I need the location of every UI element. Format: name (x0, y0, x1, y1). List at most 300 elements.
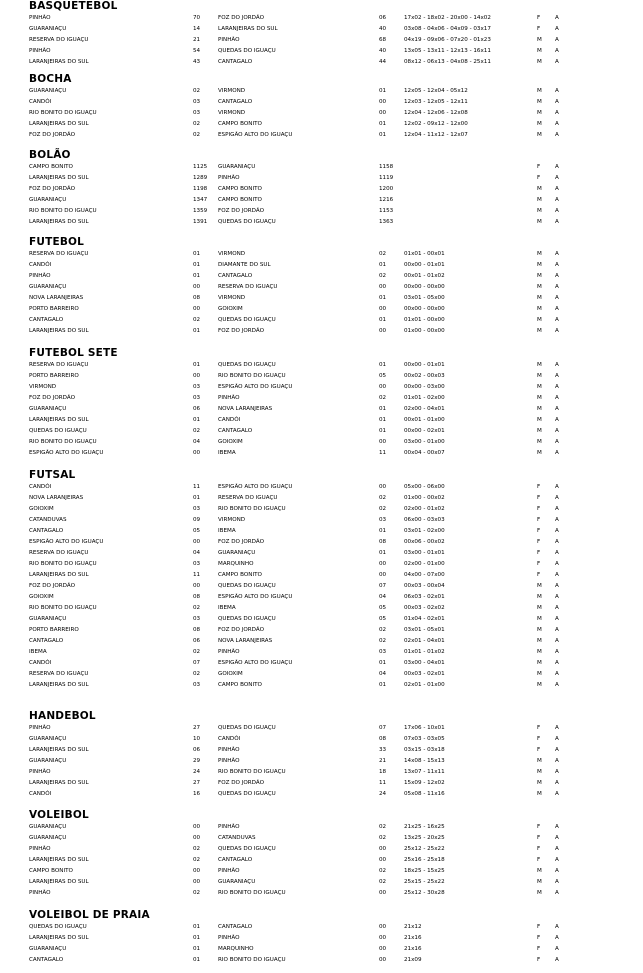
match-row (0, 493, 643, 504)
category: A (555, 736, 559, 742)
team-2: PINHÃO (218, 395, 240, 401)
team-2: ESPIGÃO ALTO DO IGUAÇU (218, 384, 293, 390)
gender: M (537, 428, 542, 434)
partial-scores: 18x25 - 15x25 (404, 868, 445, 874)
team-2: CAMPO BONITO (218, 572, 262, 578)
score-2: 00 (379, 306, 387, 312)
category: A (555, 935, 559, 941)
gender: M (537, 251, 542, 257)
match-row (0, 504, 643, 515)
score-2: 00 (379, 846, 387, 852)
match-row (0, 745, 643, 756)
score-2: 1153 (379, 208, 394, 214)
category: A (555, 48, 559, 54)
partial-scores: 00x00 - 01x01 (404, 362, 445, 368)
team-1: FOZ DO JORDÃO (29, 186, 75, 192)
match-row (0, 680, 643, 691)
score-2: 05 (379, 605, 387, 611)
team-2: PINHÃO (218, 824, 240, 830)
category: A (555, 616, 559, 622)
category: A (555, 88, 559, 94)
team-1: VIRMOND (29, 384, 57, 390)
score-1: 01 (193, 495, 201, 501)
team-1: ESPIGÃO ALTO DO IGUAÇU (29, 450, 104, 456)
gender: M (537, 317, 542, 323)
match-row (0, 415, 643, 426)
partial-scores: 03x01 - 02x00 (404, 528, 445, 534)
team-1: QUEDAS DO IGUAÇU (29, 924, 87, 930)
team-2: PINHÃO (218, 175, 240, 181)
score-1: 00 (193, 824, 201, 830)
category: A (555, 550, 559, 556)
score-1: 06 (193, 747, 201, 753)
team-1: CANDÓI (29, 484, 52, 490)
team-1: LARANJEIRAS DO SUL (29, 682, 89, 688)
score-1: 01 (193, 328, 201, 334)
score-1: 02 (193, 428, 201, 434)
category: A (555, 649, 559, 655)
gender: F (537, 824, 541, 830)
category: A (555, 660, 559, 666)
score-2: 01 (379, 317, 387, 323)
partial-scores: 03x01 - 05x01 (404, 627, 445, 633)
score-2: 02 (379, 638, 387, 644)
match-row (0, 515, 643, 526)
category: A (555, 428, 559, 434)
team-2: RESERVA DO IGUAÇU (218, 495, 278, 501)
partial-scores: 12x03 - 12x05 - 12x11 (404, 99, 468, 105)
team-1: CANTAGALO (29, 528, 64, 534)
team-1: PINHÃO (29, 273, 51, 279)
score-2: 00 (379, 572, 387, 578)
section-title: VOLEIBOL (29, 809, 89, 821)
team-2: FOZ DO JORDÃO (218, 539, 264, 545)
team-1: NOVA LARANJEIRAS (29, 495, 84, 501)
team-2: CANTAGALO (218, 273, 253, 279)
match-row (0, 734, 643, 745)
team-2: PINHÃO (218, 37, 240, 43)
match-row (0, 130, 643, 141)
match-row (0, 371, 643, 382)
category: A (555, 890, 559, 896)
team-2: GOIOXIM (218, 439, 243, 445)
gender: M (537, 638, 542, 644)
score-1: 08 (193, 295, 201, 301)
gender: M (537, 890, 542, 896)
match-row (0, 393, 643, 404)
score-2: 01 (379, 660, 387, 666)
score-2: 1363 (379, 219, 394, 225)
category: A (555, 110, 559, 116)
score-1: 00 (193, 539, 201, 545)
team-1: CANTAGALO (29, 317, 64, 323)
partial-scores: 00x00 - 00x00 (404, 284, 445, 290)
partial-scores: 01x00 - 00x02 (404, 495, 445, 501)
category: A (555, 824, 559, 830)
category: A (555, 517, 559, 523)
score-1: 06 (193, 638, 201, 644)
team-2: NOVA LARANJEIRAS (218, 638, 273, 644)
team-1: FOZ DO JORDÃO (29, 395, 75, 401)
team-1: RESERVA DO IGUAÇU (29, 362, 89, 368)
team-1: ESPIGÃO ALTO DO IGUAÇU (29, 539, 104, 545)
team-1: GUARANIAÇU (29, 616, 67, 622)
team-2: RIO BONITO DO IGUAÇU (218, 890, 286, 896)
gender: M (537, 197, 542, 203)
category: A (555, 594, 559, 600)
gender: M (537, 682, 542, 688)
match-row (0, 162, 643, 173)
category: A (555, 450, 559, 456)
team-2: VIRMOND (218, 295, 246, 301)
match-row (0, 933, 643, 944)
team-2: CATANDUVAS (218, 835, 256, 841)
match-row (0, 526, 643, 537)
score-1: 01 (193, 935, 201, 941)
category: A (555, 561, 559, 567)
score-1: 02 (193, 121, 201, 127)
partial-scores: 04x00 - 07x00 (404, 572, 445, 578)
score-1: 06 (193, 406, 201, 412)
category: A (555, 682, 559, 688)
match-row (0, 756, 643, 767)
gender: M (537, 273, 542, 279)
category: A (555, 417, 559, 423)
team-2: MARQUINHO (218, 561, 254, 567)
match-row (0, 35, 643, 46)
score-1: 1391 (193, 219, 208, 225)
category: A (555, 605, 559, 611)
score-2: 00 (379, 99, 387, 105)
partial-scores: 14x08 - 15x13 (404, 758, 445, 764)
partial-scores: 12x05 - 12x04 - 05x12 (404, 88, 468, 94)
team-2: CAMPO BONITO (218, 197, 262, 203)
match-row (0, 195, 643, 206)
partial-scores: 21x16 (404, 946, 422, 952)
team-1: RIO BONITO DO IGUAÇU (29, 208, 97, 214)
match-row (0, 13, 643, 24)
score-1: 00 (193, 284, 201, 290)
team-2: RESERVA DO IGUAÇU (218, 284, 278, 290)
team-1: PINHÃO (29, 48, 51, 54)
gender: M (537, 295, 542, 301)
team-1: CANDÓI (29, 791, 52, 797)
score-1: 02 (193, 857, 201, 863)
gender: F (537, 572, 541, 578)
category: A (555, 373, 559, 379)
team-1: LARANJEIRAS DO SUL (29, 219, 89, 225)
section-title: VOLEIBOL DE PRAIA (29, 909, 150, 921)
team-1: RIO BONITO DO IGUAÇU (29, 605, 97, 611)
category: A (555, 846, 559, 852)
score-1: 00 (193, 450, 201, 456)
gender: M (537, 406, 542, 412)
score-2: 03 (379, 517, 387, 523)
match-row (0, 592, 643, 603)
score-1: 08 (193, 594, 201, 600)
score-1: 02 (193, 671, 201, 677)
score-2: 00 (379, 484, 387, 490)
gender: F (537, 736, 541, 742)
score-1: 00 (193, 373, 201, 379)
score-2: 40 (379, 26, 387, 32)
team-2: QUEDAS DO IGUAÇU (218, 616, 276, 622)
gender: F (537, 857, 541, 863)
match-row (0, 326, 643, 337)
gender: M (537, 219, 542, 225)
gender: M (537, 594, 542, 600)
team-1: PINHÃO (29, 725, 51, 731)
gender: M (537, 758, 542, 764)
match-row (0, 24, 643, 35)
category: A (555, 835, 559, 841)
team-2: QUEDAS DO IGUAÇU (218, 362, 276, 368)
category: A (555, 384, 559, 390)
team-1: GOIOXIM (29, 506, 54, 512)
score-1: 14 (193, 26, 201, 32)
team-1: CATANDUVAS (29, 517, 67, 523)
gender: F (537, 846, 541, 852)
category: A (555, 946, 559, 952)
team-1: IBEMA (29, 649, 47, 655)
gender: F (537, 946, 541, 952)
gender: M (537, 328, 542, 334)
score-1: 01 (193, 957, 201, 963)
score-1: 01 (193, 362, 201, 368)
category: A (555, 725, 559, 731)
partial-scores: 02x00 - 01x00 (404, 561, 445, 567)
team-1: LARANJEIRAS DO SUL (29, 747, 89, 753)
team-2: QUEDAS DO IGUAÇU (218, 583, 276, 589)
match-row (0, 944, 643, 955)
team-1: GUARANIAÇU (29, 26, 67, 32)
score-2: 01 (379, 262, 387, 268)
score-2: 01 (379, 550, 387, 556)
category: A (555, 539, 559, 545)
score-2: 68 (379, 37, 387, 43)
gender: M (537, 868, 542, 874)
team-2: CAMPO BONITO (218, 682, 262, 688)
match-row (0, 625, 643, 636)
gender: M (537, 99, 542, 105)
match-row (0, 86, 643, 97)
team-2: FOZ DO JORDÃO (218, 328, 264, 334)
match-row (0, 173, 643, 184)
score-1: 03 (193, 110, 201, 116)
partial-scores: 21x16 (404, 935, 422, 941)
score-2: 1200 (379, 186, 394, 192)
gender: M (537, 48, 542, 54)
partial-scores: 07x03 - 03x05 (404, 736, 445, 742)
gender: M (537, 284, 542, 290)
category: A (555, 758, 559, 764)
score-2: 24 (379, 791, 387, 797)
match-row (0, 955, 643, 966)
gender: M (537, 671, 542, 677)
team-2: MARQUINHO (218, 946, 254, 952)
partial-scores: 03x01 - 05x00 (404, 295, 445, 301)
match-row (0, 636, 643, 647)
score-1: 00 (193, 879, 201, 885)
team-1: LARANJEIRAS DO SUL (29, 780, 89, 786)
partial-scores: 05x00 - 06x00 (404, 484, 445, 490)
partial-scores: 00x00 - 03x00 (404, 384, 445, 390)
gender: M (537, 384, 542, 390)
score-2: 04 (379, 671, 387, 677)
score-1: 03 (193, 384, 201, 390)
partial-scores: 15x09 - 12x02 (404, 780, 445, 786)
partial-scores: 01x01 - 02x00 (404, 395, 445, 401)
team-2: QUEDAS DO IGUAÇU (218, 791, 276, 797)
partial-scores: 00x01 - 01x00 (404, 417, 445, 423)
gender: M (537, 583, 542, 589)
match-row (0, 647, 643, 658)
team-2: RIO BONITO DO IGUAÇU (218, 506, 286, 512)
section-title: BOCHA (29, 73, 72, 85)
category: A (555, 769, 559, 775)
match-row (0, 119, 643, 130)
score-2: 00 (379, 946, 387, 952)
team-1: CANDÓI (29, 99, 52, 105)
category: A (555, 197, 559, 203)
partial-scores: 06x00 - 03x03 (404, 517, 445, 523)
score-2: 11 (379, 780, 387, 786)
match-row (0, 206, 643, 217)
partial-scores: 00x00 - 01x01 (404, 262, 445, 268)
score-1: 00 (193, 868, 201, 874)
team-1: GUARANIAÇU (29, 197, 67, 203)
score-1: 00 (193, 306, 201, 312)
team-1: GOIOXIM (29, 594, 54, 600)
match-row (0, 789, 643, 800)
team-1: PINHÃO (29, 769, 51, 775)
match-row (0, 866, 643, 877)
category: A (555, 186, 559, 192)
category: A (555, 99, 559, 105)
score-1: 03 (193, 506, 201, 512)
partial-scores: 13x05 - 13x11 - 12x13 - 16x11 (404, 48, 491, 54)
team-2: PINHÃO (218, 935, 240, 941)
match-row (0, 669, 643, 680)
gender: F (537, 517, 541, 523)
score-2: 02 (379, 868, 387, 874)
team-2: CANTAGALO (218, 428, 253, 434)
score-1: 27 (193, 725, 201, 731)
partial-scores: 01x01 - 00x00 (404, 317, 445, 323)
gender: M (537, 649, 542, 655)
team-1: GUARANIAÇU (29, 824, 67, 830)
score-2: 00 (379, 110, 387, 116)
team-2: QUEDAS DO IGUAÇU (218, 219, 276, 225)
score-2: 00 (379, 384, 387, 390)
match-row (0, 767, 643, 778)
team-1: LARANJEIRAS DO SUL (29, 121, 89, 127)
score-2: 02 (379, 824, 387, 830)
team-1: QUEDAS DO IGUAÇU (29, 428, 87, 434)
match-row (0, 658, 643, 669)
score-2: 11 (379, 450, 387, 456)
match-row (0, 249, 643, 260)
score-2: 01 (379, 682, 387, 688)
team-2: ESPIGÃO ALTO DO IGUAÇU (218, 594, 293, 600)
match-row (0, 271, 643, 282)
gender: M (537, 769, 542, 775)
gender: M (537, 208, 542, 214)
category: A (555, 879, 559, 885)
gender: F (537, 835, 541, 841)
match-row (0, 581, 643, 592)
partial-scores: 02x00 - 04x01 (404, 406, 445, 412)
team-2: GOIOXIM (218, 306, 243, 312)
partial-scores: 03x00 - 04x01 (404, 660, 445, 666)
team-1: LARANJEIRAS DO SUL (29, 175, 89, 181)
team-2: ESPIGÃO ALTO DO IGUAÇU (218, 484, 293, 490)
score-1: 03 (193, 616, 201, 622)
team-2: QUEDAS DO IGUAÇU (218, 725, 276, 731)
partial-scores: 00x06 - 00x02 (404, 539, 445, 545)
team-1: LARANJEIRAS DO SUL (29, 879, 89, 885)
category: A (555, 791, 559, 797)
gender: F (537, 957, 541, 963)
team-2: DIAMANTE DO SUL (218, 262, 271, 268)
category: A (555, 284, 559, 290)
category: A (555, 439, 559, 445)
gender: M (537, 660, 542, 666)
score-2: 02 (379, 627, 387, 633)
score-1: 02 (193, 649, 201, 655)
score-1: 01 (193, 946, 201, 952)
score-1: 07 (193, 660, 201, 666)
score-2: 00 (379, 284, 387, 290)
match-row (0, 360, 643, 371)
gender: M (537, 37, 542, 43)
match-row (0, 260, 643, 271)
score-1: 02 (193, 88, 201, 94)
score-1: 24 (193, 769, 201, 775)
team-1: GUARANIAÇU (29, 758, 67, 764)
team-1: LARANJEIRAS DO SUL (29, 935, 89, 941)
gender: F (537, 747, 541, 753)
category: A (555, 59, 559, 65)
gender: F (537, 550, 541, 556)
section-title: BASQUETEBOL (29, 0, 118, 12)
team-1: CANDÓI (29, 660, 52, 666)
gender: F (537, 539, 541, 545)
category: A (555, 175, 559, 181)
team-1: RIO BONITO DO IGUAÇU (29, 439, 97, 445)
score-2: 02 (379, 273, 387, 279)
score-2: 02 (379, 506, 387, 512)
score-2: 01 (379, 121, 387, 127)
team-1: CANTAGALO (29, 638, 64, 644)
match-row (0, 426, 643, 437)
score-2: 08 (379, 736, 387, 742)
match-row (0, 548, 643, 559)
team-1: PORTO BARREIRO (29, 306, 79, 312)
score-2: 1216 (379, 197, 394, 203)
score-2: 03 (379, 649, 387, 655)
gender: F (537, 164, 541, 170)
match-row (0, 97, 643, 108)
partial-scores: 25x15 - 25x22 (404, 879, 445, 885)
score-1: 1359 (193, 208, 208, 214)
score-2: 02 (379, 879, 387, 885)
team-1: PINHÃO (29, 890, 51, 896)
gender: F (537, 725, 541, 731)
category: A (555, 868, 559, 874)
gender: M (537, 395, 542, 401)
team-1: FOZ DO JORDÃO (29, 583, 75, 589)
